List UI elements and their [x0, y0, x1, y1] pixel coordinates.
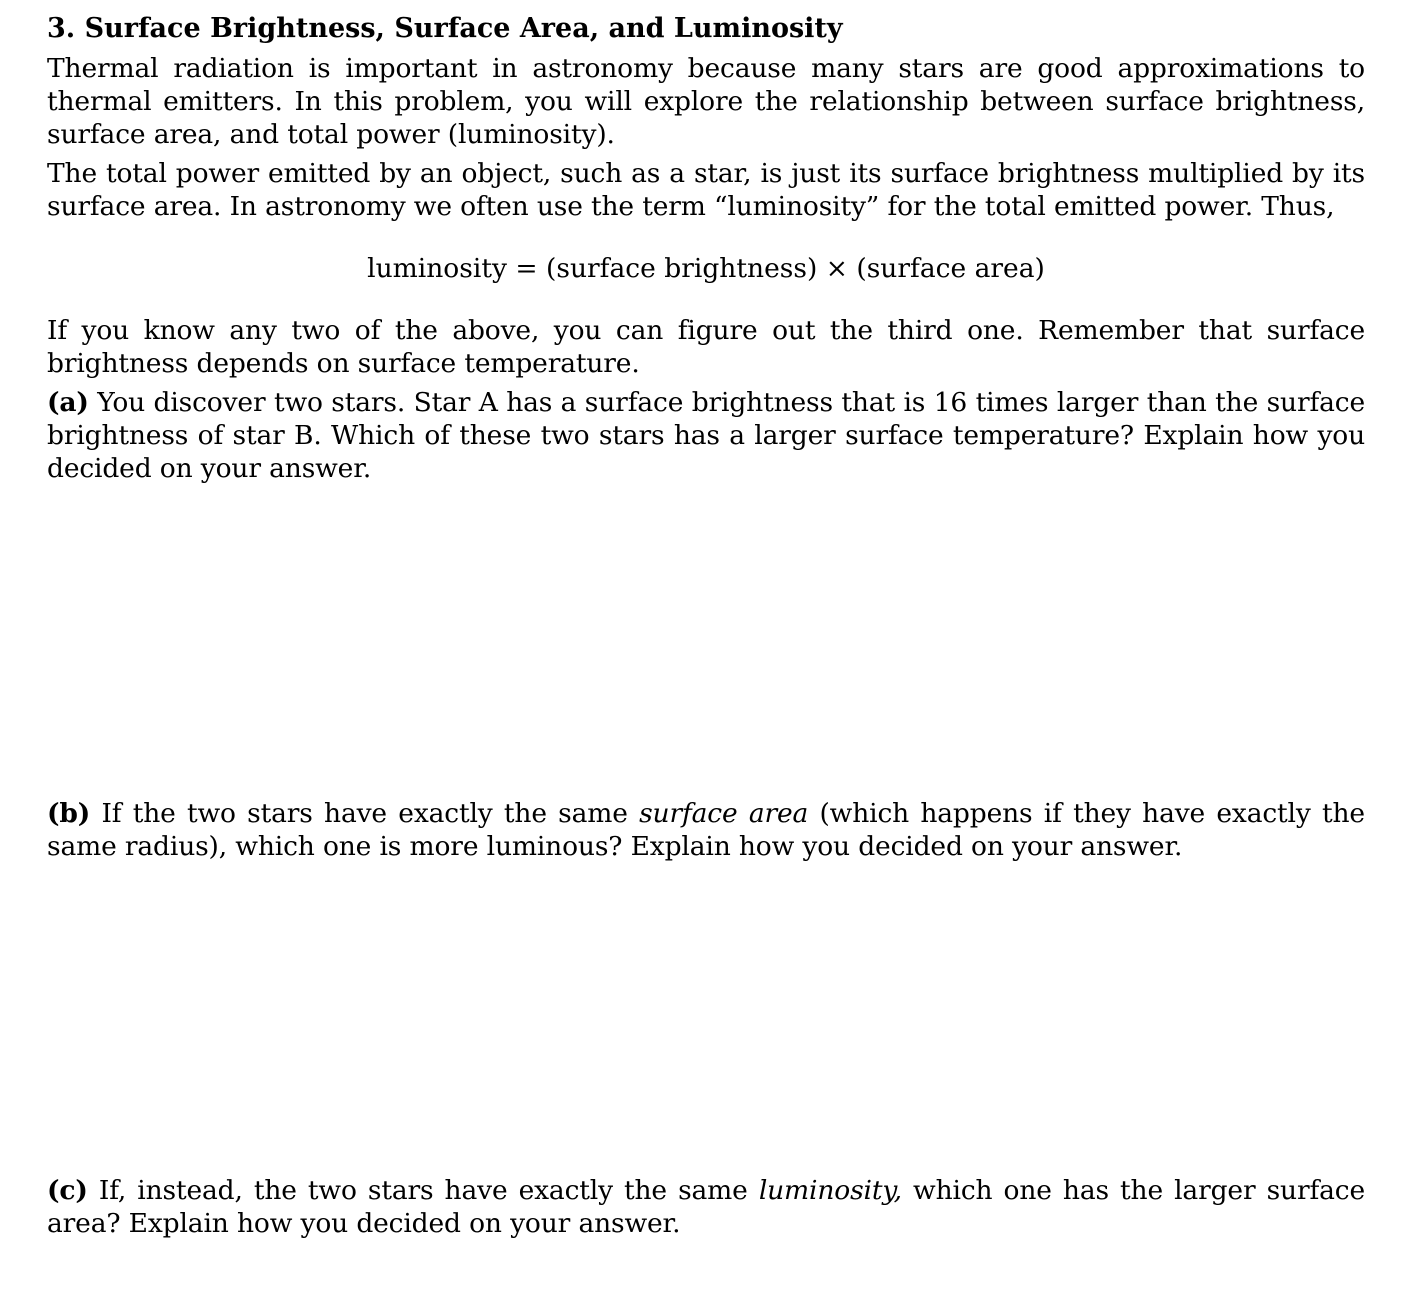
question-a: [47, 386, 1365, 485]
question-c-text-start: If, instead, the two stars have exactly the same: [87, 1175, 759, 1206]
problem-heading: 3. Surface Brightness, Surface Area, and Luminosity: [47, 13, 843, 44]
answer-space-a: [47, 490, 1365, 785]
question-a-label: (a): [47, 387, 89, 418]
question-b-emphasis: surface area: [639, 798, 809, 829]
question-b: [47, 797, 1365, 863]
luminosity-definition-paragraph: The total power emitted by an object, such as a star, is just its surface brightness multiplied by its surface area. In astronomy we often use the term “luminosity” for the total emitted power. Thus,: [47, 158, 1365, 222]
answer-space-c: [47, 1245, 1365, 1300]
luminosity-equation: luminosity = (surface brightness) × (surface area): [367, 253, 1045, 284]
question-b-text-end: (which happens if they have exactly the same radius), which one is more luminous? Explain how you decided on your answer.: [47, 798, 1365, 862]
question-c: [47, 1174, 1365, 1240]
question-c-emphasis: luminosity,: [758, 1175, 902, 1206]
question-c-text-end: which one has the larger surface area? Explain how you decided on your answer.: [47, 1175, 1365, 1239]
question-a-text: You discover two stars. Star A has a surface brightness that is 16 times larger than the surface brightness of star B. Which of these two stars has a larger surface temperature? Explain how you decided on your answer.: [47, 387, 1365, 484]
worksheet-page: [47, 0, 1365, 1304]
answer-space-b: [47, 868, 1365, 1163]
question-c-label: (c): [47, 1175, 88, 1206]
question-b-label: (b): [47, 798, 91, 829]
intro-paragraph: Thermal radiation is important in astronomy because many stars are good approximations to thermal emitters. In this problem, you will explore the relationship between surface brightness, surface area, and total power (luminosity).: [47, 53, 1365, 150]
question-b-text-start: If the two stars have exactly the same: [90, 798, 640, 829]
third-quantity-paragraph: If you know any two of the above, you can figure out the third one. Remember that surface brightness depends on surface temperature.: [47, 315, 1365, 379]
